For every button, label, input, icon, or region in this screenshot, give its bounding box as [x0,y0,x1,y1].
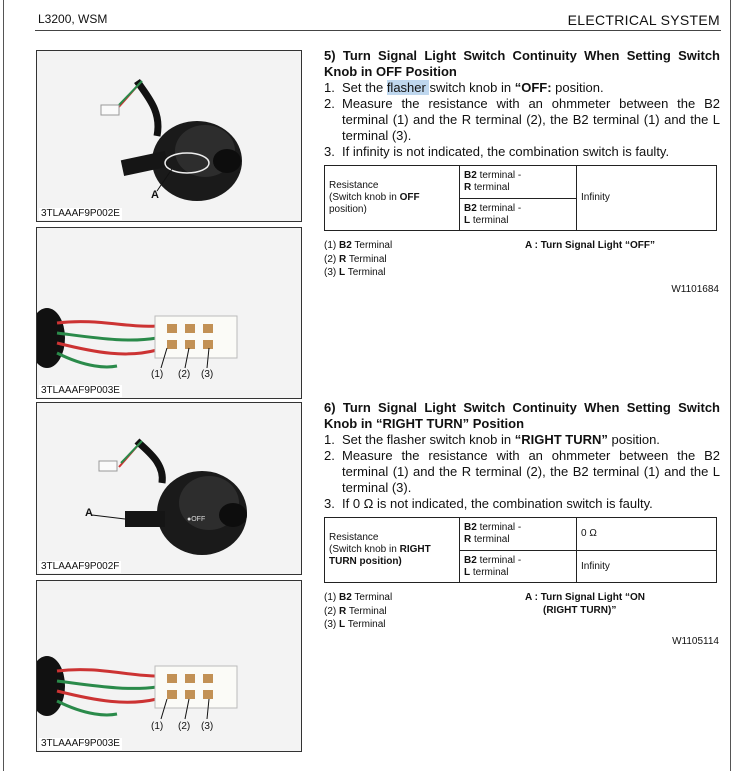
section-5-steps [324,80,720,160]
terminal-pair: B2 terminal - R terminal [460,518,577,551]
header-model: L3200, WSM [38,12,108,26]
header-divider [35,30,721,31]
callout-1: (1) [151,369,164,380]
label-a: A [85,507,93,519]
section-5-caption: A : Turn Signal Light “OFF” [525,240,655,251]
section-6-ref: W1105114 [672,636,719,647]
off-mark: ●OFF [187,516,206,523]
photo-id: 3TLAAAF9P003E [41,385,120,396]
step: 3. If infinity is not indicated, the combination switch is faulty. [324,144,670,159]
terminal-pair: B2 terminal - R terminal [460,166,577,199]
switch-knob-image [37,403,301,574]
photo-switch-off [36,50,302,222]
photo-switch-right [36,402,302,575]
photo-connector-1 [36,227,302,399]
step: 3. If 0 Ω is not indicated, the combination switch is faulty. [324,496,653,511]
resistance-value: 0 Ω [577,518,717,551]
section-5-legend: (1) B2 Terminal (2) R Terminal (3) L Terminal [324,240,393,278]
photo-connector-2 [36,580,302,752]
section-5-ref: W1101684 [671,284,719,295]
label-a: A [151,189,159,201]
highlighted-word: flasher [386,80,430,95]
callout-3: (3) [201,721,214,732]
step: 2. Measure the resistance with an ohmmeter between the B2 terminal (1) and the R terminal (2), the B2 terminal (1) and the L terminal (3). [324,96,720,143]
section-6-steps [324,432,720,512]
resistance-value: Infinity [577,551,717,583]
header-section: ELECTRICAL SYSTEM [567,12,720,28]
connector-image [37,228,301,398]
photo-id: 3TLAAAF9P003E [41,738,120,749]
resistance-table-right [324,517,717,583]
terminal-pair: B2 terminal - L terminal [460,551,577,583]
photo-id: 3TLAAAF9P002E [41,208,120,219]
resistance-value: Infinity [577,166,717,231]
step: 1. Set the flasher switch knob in “OFF: position. [324,80,604,95]
callout-1: (1) [151,721,164,732]
callout-3: (3) [201,369,214,380]
step: 2. Measure the resistance with an ohmmeter between the B2 terminal (1) and the R terminal (2), the B2 terminal (1) and the L terminal (3). [324,448,720,495]
section-6-legend: (1) B2 Terminal (2) R Terminal (3) L Terminal [324,592,393,630]
section-6-title: 6) Turn Signal Light Switch Continuity When Setting Switch Knob in “RIGHT TURN” Position [324,400,720,431]
resistance-label: Resistance (Switch knob in OFF position) [325,166,460,231]
left-border [3,0,4,771]
right-border [730,0,731,771]
callout-2: (2) [178,369,191,380]
section-5-title: 5) Turn Signal Light Switch Continuity When Setting Switch Knob in OFF Position [324,48,720,79]
switch-knob-image [37,51,301,221]
callout-2: (2) [178,721,191,732]
step: 1. Set the flasher switch knob in “RIGHT TURN” position. [324,432,660,447]
section-6-caption: A : Turn Signal Light “ON (RIGHT TURN)” [525,592,645,616]
resistance-label: Resistance (Switch knob in RIGHT TURN position) [325,518,460,583]
connector-image [37,581,301,751]
terminal-pair: B2 terminal - L terminal [460,199,577,231]
photo-id: 3TLAAAF9P002F [41,561,120,572]
resistance-table-off [324,165,717,231]
